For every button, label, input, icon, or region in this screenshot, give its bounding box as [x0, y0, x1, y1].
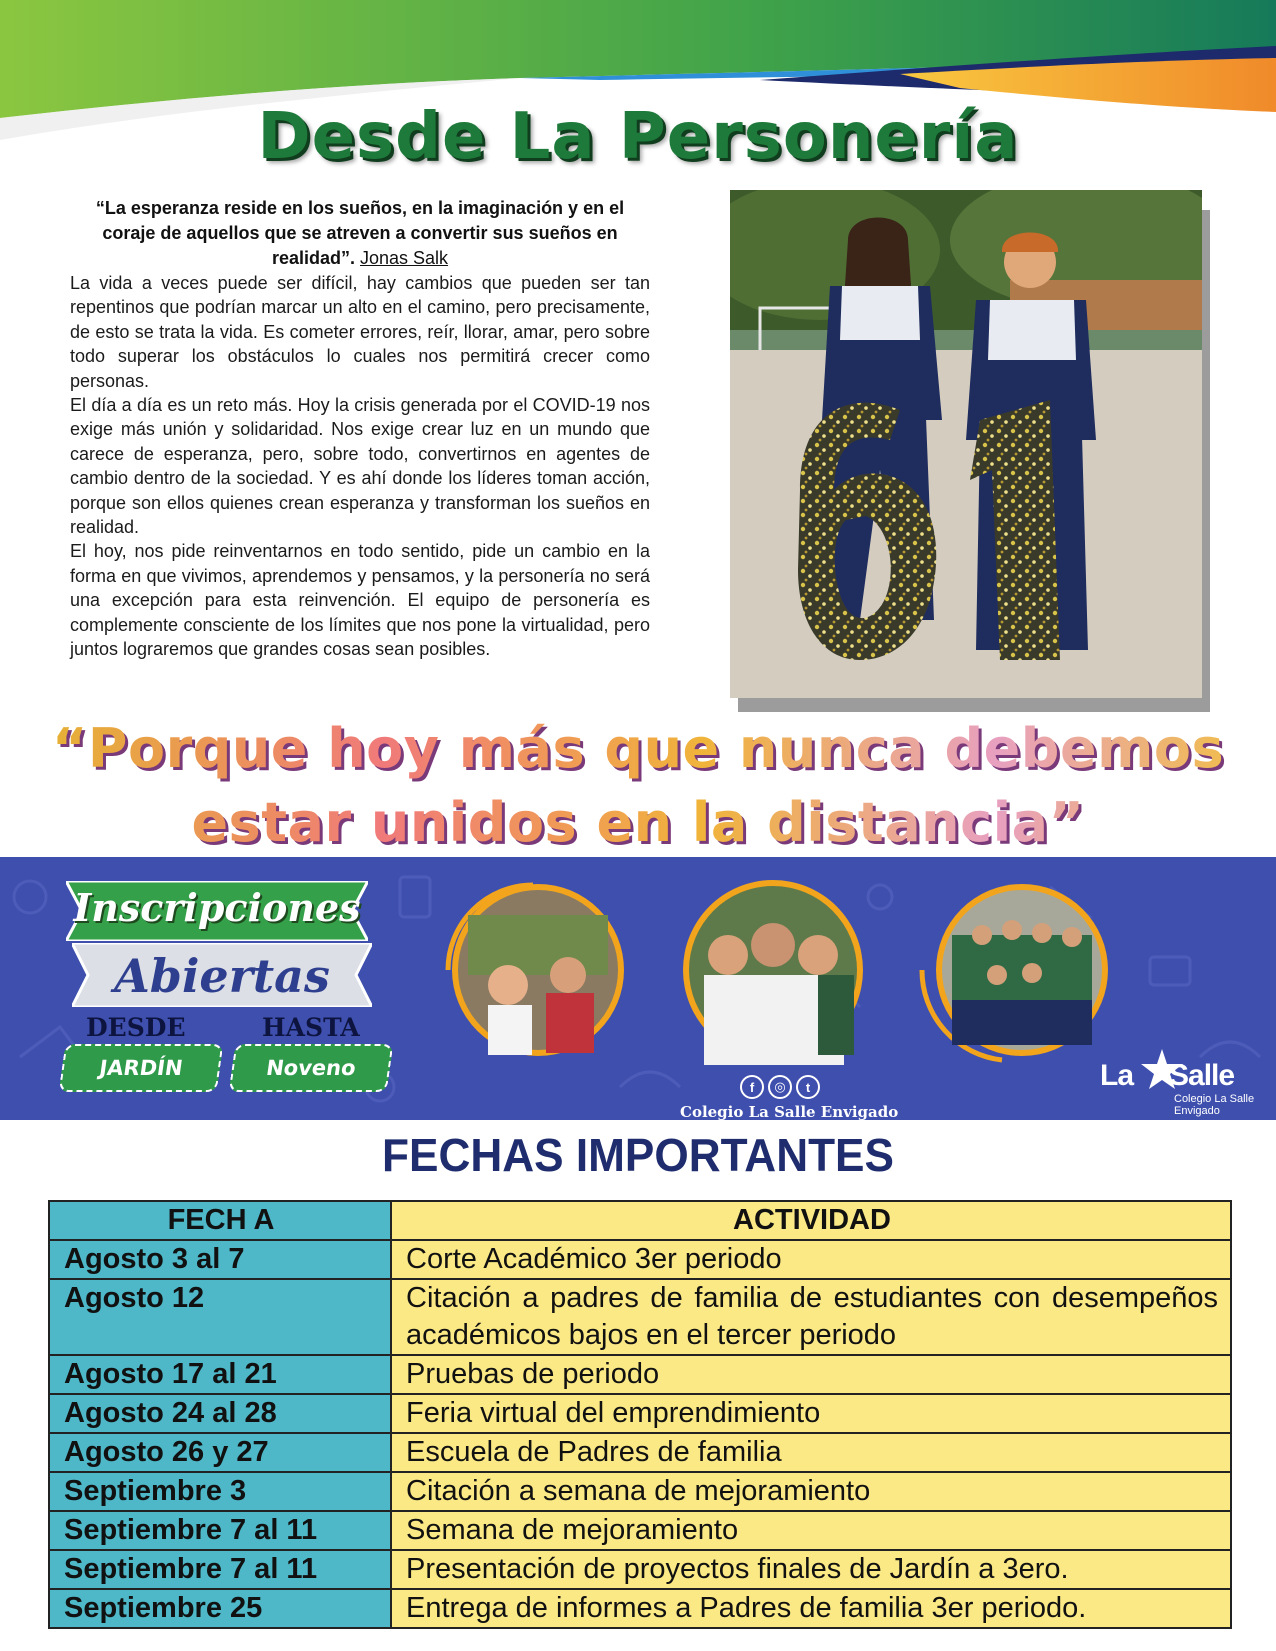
- date-cell: Septiembre 7 al 11: [49, 1511, 391, 1550]
- date-cell: Agosto 17 al 21: [49, 1355, 391, 1394]
- date-cell: Agosto 3 al 7: [49, 1240, 391, 1279]
- date-cell: Agosto 26 y 27: [49, 1433, 391, 1472]
- quote-text: “La esperanza reside en los sueños, en la imaginación y en el coraje de aquellos que se atreven a convertir sus sueños en realidad”.: [95, 198, 625, 268]
- students-number-61-photo: [730, 190, 1202, 698]
- activity-cell: Citación a semana de mejoramiento: [391, 1472, 1231, 1511]
- to-label: HASTA: [262, 1013, 360, 1042]
- enrollment-banner: [0, 857, 1276, 1120]
- star-icon: [1140, 1047, 1184, 1091]
- column-header-activity: ACTIVIDAD: [391, 1201, 1231, 1240]
- children-photo-circle: [428, 875, 638, 1065]
- activity-cell: Pruebas de periodo: [391, 1355, 1231, 1394]
- table-body: [49, 1240, 1231, 1628]
- twitter-icon[interactable]: t: [796, 1075, 820, 1099]
- activity-cell: Feria virtual del emprendimiento: [391, 1394, 1231, 1433]
- school-name: Colegio La Salle Envigado: [680, 1103, 899, 1120]
- table-row: [49, 1433, 1231, 1472]
- class-group-photo-circle: [912, 875, 1122, 1065]
- article-paragraph: El hoy, nos pide reinventarnos en todo sentido, pide un cambio en la forma en que vivimos, aprendemos y pensamos, y la personería no será una excepción para esta reinvención. El equipo de personería es complemente consciente de los límites que nos pone la virtualidad, pero juntos lograremos que grandes cosas sean posibles.: [70, 541, 650, 660]
- date-cell: Agosto 24 al 28: [49, 1394, 391, 1433]
- la-salle-logo: [1100, 1047, 1270, 1117]
- slogan-line: “Porque hoy más que nunca debemos: [51, 717, 1225, 780]
- social-links: [740, 1075, 820, 1099]
- table-row: [49, 1589, 1231, 1628]
- date-cell: Septiembre 7 al 11: [49, 1550, 391, 1589]
- article-paragraph: El día a día es un reto más. Hoy la crisis generada por el COVID-19 nos exige más unión y solidaridad. Nos exige crear luz en un mundo que carece de esperanza, pero, sobre todo, convertirnos en agentes de cambio dentro de la sociedad. Y es ahí donde los líderes toman acción, porque son ellos quienes crean esperanza y transforman los sueños en realidad.: [70, 395, 650, 538]
- table-row: [49, 1511, 1231, 1550]
- from-grade-badge: JARDÍN: [59, 1044, 224, 1092]
- table-row: [49, 1240, 1231, 1279]
- to-grade-badge: Noveno: [229, 1044, 394, 1092]
- instagram-icon[interactable]: ◎: [768, 1075, 792, 1099]
- activity-cell: Semana de mejoramiento: [391, 1511, 1231, 1550]
- table-row: [49, 1355, 1231, 1394]
- column-header-date: FECH A: [49, 1201, 391, 1240]
- activity-cell: Entrega de informes a Padres de familia 3er periodo.: [391, 1589, 1231, 1628]
- table-row: [49, 1394, 1231, 1433]
- logo-wordmark: La Salle: [1100, 1059, 1235, 1092]
- date-cell: Agosto 12: [49, 1279, 391, 1355]
- table-row: [49, 1472, 1231, 1511]
- activity-cell: Presentación de proyectos finales de Jardín a 3ero.: [391, 1550, 1231, 1589]
- table-row: [49, 1279, 1231, 1355]
- activity-cell: Escuela de Padres de familia: [391, 1433, 1231, 1472]
- slogan-line: estar unidos en la distancia”: [191, 791, 1085, 854]
- slogan: [0, 712, 1276, 860]
- facebook-icon[interactable]: f: [740, 1075, 764, 1099]
- table-header-row: [49, 1201, 1231, 1240]
- opening-quote: [70, 196, 650, 271]
- table-row: [49, 1550, 1231, 1589]
- article-paragraph: La vida a veces puede ser difícil, hay cambios que pueden ser tan repentinos que podrían marcar un alto en el camino, pero precisamente, de esto se trata la vida. Es cometer errores, reír, llorar, amar, pero sobre todo superar los obstáculos lo cuales nos permitirá crecer como personas.: [70, 273, 650, 391]
- page-title: Desde La Personería: [257, 100, 1019, 174]
- activity-cell: Citación a padres de familia de estudiantes con desempeños académicos bajos en el tercer periodo: [391, 1279, 1231, 1355]
- important-dates-table: [48, 1200, 1232, 1629]
- inscriptions-title: Inscripciones: [73, 885, 361, 930]
- quote-author: Jonas Salk: [359, 248, 449, 268]
- date-cell: Septiembre 25: [49, 1589, 391, 1628]
- section-title: FECHAS IMPORTANTES: [382, 1129, 894, 1181]
- open-title: Abiertas: [114, 949, 330, 1003]
- article: [70, 196, 650, 662]
- boys-photo-circle: [668, 875, 878, 1065]
- date-cell: Septiembre 3: [49, 1472, 391, 1511]
- logo-subtitle: Colegio La Salle Envigado: [1174, 1093, 1255, 1117]
- activity-cell: Corte Académico 3er periodo: [391, 1240, 1231, 1279]
- from-label: DESDE: [86, 1013, 186, 1042]
